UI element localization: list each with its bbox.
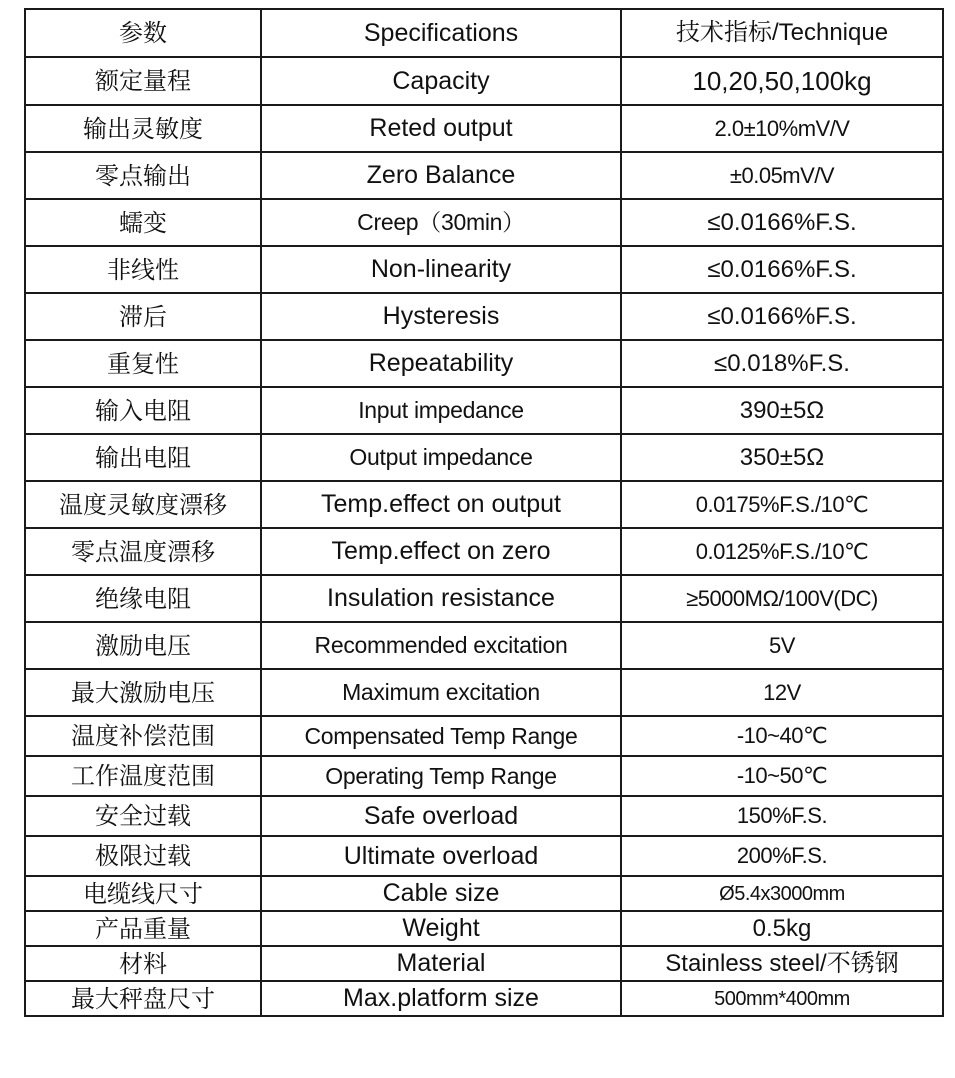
row-value: 2.0±10%mV/V [621, 105, 943, 152]
row-label-cn: 产品重量 [25, 911, 261, 946]
row-label-cn: 激励电压 [25, 622, 261, 669]
table-row [25, 756, 943, 796]
row-label-cn: 温度灵敏度漂移 [25, 481, 261, 528]
table-row [25, 911, 943, 946]
row-value: ≤0.0166%F.S. [621, 246, 943, 293]
row-value: 12V [621, 669, 943, 716]
row-label-en: Recommended excitation [261, 622, 621, 669]
row-label-cn: 绝缘电阻 [25, 575, 261, 622]
row-label-en: Ultimate overload [261, 836, 621, 876]
table-row [25, 622, 943, 669]
row-label-en: Maximum excitation [261, 669, 621, 716]
table-row [25, 246, 943, 293]
row-label-cn: 零点输出 [25, 152, 261, 199]
row-value: 10,20,50,100kg [621, 57, 943, 105]
row-label-en: Capacity [261, 57, 621, 105]
table-row [25, 946, 943, 981]
row-label-cn: 输出电阻 [25, 434, 261, 481]
table-row [25, 981, 943, 1016]
row-label-en: Temp.effect on zero [261, 528, 621, 575]
row-label-cn: 额定量程 [25, 57, 261, 105]
table-header-row [25, 9, 943, 57]
specifications-table [24, 8, 944, 1017]
row-label-cn: 零点温度漂移 [25, 528, 261, 575]
row-label-cn: 电缆线尺寸 [25, 876, 261, 911]
row-label-en: Weight [261, 911, 621, 946]
table-row [25, 105, 943, 152]
row-label-cn: 输出灵敏度 [25, 105, 261, 152]
row-label-en: Zero Balance [261, 152, 621, 199]
row-value: 200%F.S. [621, 836, 943, 876]
row-value: ≥5000MΩ/100V(DC) [621, 575, 943, 622]
row-label-en: Insulation resistance [261, 575, 621, 622]
row-label-en: Hysteresis [261, 293, 621, 340]
row-value: -10~50℃ [621, 756, 943, 796]
row-label-cn: 输入电阻 [25, 387, 261, 434]
row-label-en: Material [261, 946, 621, 981]
table-row [25, 481, 943, 528]
table-row [25, 876, 943, 911]
row-value: ≤0.0166%F.S. [621, 199, 943, 246]
row-label-cn: 极限过载 [25, 836, 261, 876]
row-label-cn: 工作温度范围 [25, 756, 261, 796]
row-label-en: Non-linearity [261, 246, 621, 293]
row-value: 0.0125%F.S./10℃ [621, 528, 943, 575]
row-label-cn: 蠕变 [25, 199, 261, 246]
table-row [25, 199, 943, 246]
row-value: ≤0.0166%F.S. [621, 293, 943, 340]
table-row [25, 575, 943, 622]
row-label-cn: 最大秤盘尺寸 [25, 981, 261, 1016]
header-specifications: Specifications [261, 9, 621, 57]
table-row [25, 387, 943, 434]
row-value: Stainless steel/不锈钢 [621, 946, 943, 981]
row-value: 350±5Ω [621, 434, 943, 481]
table-row [25, 528, 943, 575]
row-label-cn: 温度补偿范围 [25, 716, 261, 756]
header-parameter: 参数 [25, 9, 261, 57]
row-value: 0.5kg [621, 911, 943, 946]
row-value: ±0.05mV/V [621, 152, 943, 199]
row-label-en: Safe overload [261, 796, 621, 836]
row-label-en: Operating Temp Range [261, 756, 621, 796]
row-label-cn: 重复性 [25, 340, 261, 387]
table-row [25, 836, 943, 876]
row-value: ≤0.018%F.S. [621, 340, 943, 387]
row-value: 150%F.S. [621, 796, 943, 836]
table-row [25, 152, 943, 199]
row-label-en: Max.platform size [261, 981, 621, 1016]
row-value: Ø5.4x3000mm [621, 876, 943, 911]
table-row [25, 796, 943, 836]
row-value: 390±5Ω [621, 387, 943, 434]
row-value: 5V [621, 622, 943, 669]
row-label-cn: 非线性 [25, 246, 261, 293]
table-row [25, 293, 943, 340]
row-label-en: Creep（30min） [261, 199, 621, 246]
table-row [25, 434, 943, 481]
table-row [25, 716, 943, 756]
row-label-en: Input impedance [261, 387, 621, 434]
row-label-en: Output impedance [261, 434, 621, 481]
header-technique: 技术指标/Technique [621, 9, 943, 57]
row-label-cn: 最大激励电压 [25, 669, 261, 716]
row-label-en: Repeatability [261, 340, 621, 387]
row-label-en: Compensated Temp Range [261, 716, 621, 756]
table-row [25, 669, 943, 716]
row-label-en: Temp.effect on output [261, 481, 621, 528]
row-value: 0.0175%F.S./10℃ [621, 481, 943, 528]
row-value: -10~40℃ [621, 716, 943, 756]
row-label-cn: 滞后 [25, 293, 261, 340]
row-value: 500mm*400mm [621, 981, 943, 1016]
row-label-cn: 材料 [25, 946, 261, 981]
row-label-en: Cable size [261, 876, 621, 911]
table-row [25, 57, 943, 105]
row-label-en: Reted output [261, 105, 621, 152]
table-row [25, 340, 943, 387]
row-label-cn: 安全过载 [25, 796, 261, 836]
